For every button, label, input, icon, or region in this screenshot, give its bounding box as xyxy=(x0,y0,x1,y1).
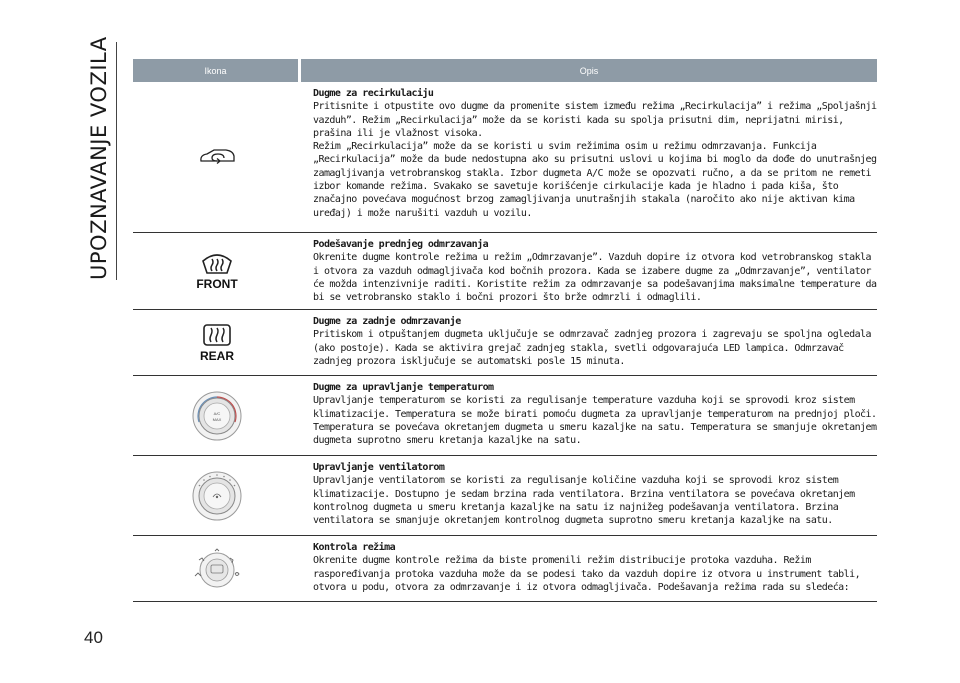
table-row xyxy=(133,536,877,602)
row-title: Podešavanje prednjeg odmrzavanja xyxy=(313,239,489,250)
row-title: Kontrola režima xyxy=(313,542,396,553)
table-row xyxy=(133,376,877,456)
sidebar-section-title xyxy=(84,36,114,280)
table-header xyxy=(133,59,877,82)
row-text: Pritisnite i otpustite ovo dugme da promenite sistem između režima „Recirkulacija” i režima „Spoljašnji vazduh”. Režim „Recirkulacija” može da se koristi kada su spolja prisutni dim, neprijatni mirisi, prašina ili je vlažnost visoka. Režim „Recirkulacija” može da se koristi u svim režimima osim u režimu odmrzavanja. Funkcija „Recirkulacija” može da bude nedostupna ako su prisutni uslovi u kojima bi moglo da dođe do unutrašnjeg zamagljivanja vetrobranskog stakla. Izbor dugmeta A/C može se opozvati ručno, a da se pritom ne remeti izbor komande režima. Svakako se savetuje korišćenje cirkulacije kada je hladno i pada kiša, što značajno povećava mogućnost brzog zamagljivanja unutrašnjih stakala (naročito ako nije aktivan kima uređaj) i može narušiti vazduh u vozilu. xyxy=(313,101,877,219)
fan-knob-icon xyxy=(191,470,243,522)
rear-defrost-icon xyxy=(201,323,233,347)
row-text: Okrenite dugme kontrole režima da biste promenili režim distribucije protoka vazduha. Režim raspoređivanja protoka vazduha može da se podesi tako da vazduh dopire iz otvora u instrument tabli, otvora u podu, otvora za odmrzavanje i iz otvora odmagljivača. Podešavanja režima rada su sledeća: xyxy=(313,555,861,593)
recirculation-car-icon xyxy=(197,146,237,168)
table-row xyxy=(133,456,877,536)
row-title: Dugme za upravljanje temperaturom xyxy=(313,382,494,393)
page-number: 40 xyxy=(84,628,103,647)
sidebar-title-text: UPOZNAVANJE VOZILA xyxy=(87,36,111,280)
sidebar-rule xyxy=(116,42,117,280)
knob-ac-label: A/C xyxy=(213,410,221,416)
description-cell xyxy=(301,233,877,309)
row-text: Upravljanje ventilatorom se koristi za regulisanje količine vazduha koji se sprovodi kroz sistem klimatizacije. Dostupno je sedam brzina rada ventilatora. Brzina ventilatora se povećava okretanjem kontrolnog dugmeta u smeru kretanja kazaljke na satu iz najnižeg podešavanja ventilatora. Brzina ventilatora se smanjuje okretanjem kontrolnog dugmeta suprotno smeru kretanja kazaljke na satu. xyxy=(313,475,855,527)
icon-cell xyxy=(133,82,301,232)
row-title: Dugme za recirkulaciju xyxy=(313,88,434,99)
description-cell xyxy=(301,456,877,535)
row-text: Okrenite dugme kontrole režima u režim „Odmrzavanje”. Vazduh dopire iz otvora kod vetrobranskog stakla i otvora za vazduh odmagljivača kod bočnih prozora. Kada se izabere dugme za „Odmrzavanje”, ventilator će možda intenzivnije raditi. Koristite režim za odmrzavanje sa podešavanjima maksimalne temperature da bi se vetrobransko staklo i bočni prozori što brže odmrzli i odmaglili. xyxy=(313,252,877,304)
mode-knob-icon xyxy=(190,546,244,592)
front-caption: FRONT xyxy=(196,277,238,291)
table-row xyxy=(133,233,877,310)
rear-caption: REAR xyxy=(199,348,234,363)
row-title: Upravljanje ventilatorom xyxy=(313,462,445,473)
icon-cell xyxy=(133,376,301,455)
row-text: Pritiskom i otpuštanjem dugmeta uključuje se odmrzavač zadnjeg prozora i zagrevaju se spoljna ogledala (ako postoje). Kada se aktivira grejač zadnjeg stakla, svetli odgovarajuća LED lampica. Odmrzavač zadnjeg prozora isključuje se automatski posle 15 minuta. xyxy=(313,329,871,367)
icon-cell xyxy=(133,233,301,309)
knob-max-label: MAX xyxy=(212,416,222,422)
temperature-knob-icon xyxy=(191,390,243,442)
row-text: Upravljanje temperaturom se koristi za regulisanje temperature vazduha koji se sprovodi kroz sistem klimatizacije. Temperatura se može birati pomoću dugmeta za upravljanje temperaturom na prednjoj ploči. Temperatura se povećava okretanjem dugmeta u smeru kazaljke na satu. Temperatura se smanjuje okretanjem dugmeta suprotno smeru kretanja kazaljke na satu. xyxy=(313,395,877,447)
icon-cell xyxy=(133,456,301,535)
front-defrost-icon xyxy=(201,251,233,275)
icon-cell xyxy=(133,310,301,375)
description-cell xyxy=(301,82,877,232)
header-icon-column: Ikona xyxy=(133,59,298,82)
row-title: Dugme za zadnje odmrzavanje xyxy=(313,316,461,327)
description-cell xyxy=(301,536,877,601)
description-cell xyxy=(301,310,877,375)
table-row xyxy=(133,310,877,376)
controls-table xyxy=(133,59,877,602)
description-cell xyxy=(301,376,877,455)
icon-cell xyxy=(133,536,301,601)
table-row xyxy=(133,82,877,233)
header-desc-column: Opis xyxy=(301,59,877,82)
